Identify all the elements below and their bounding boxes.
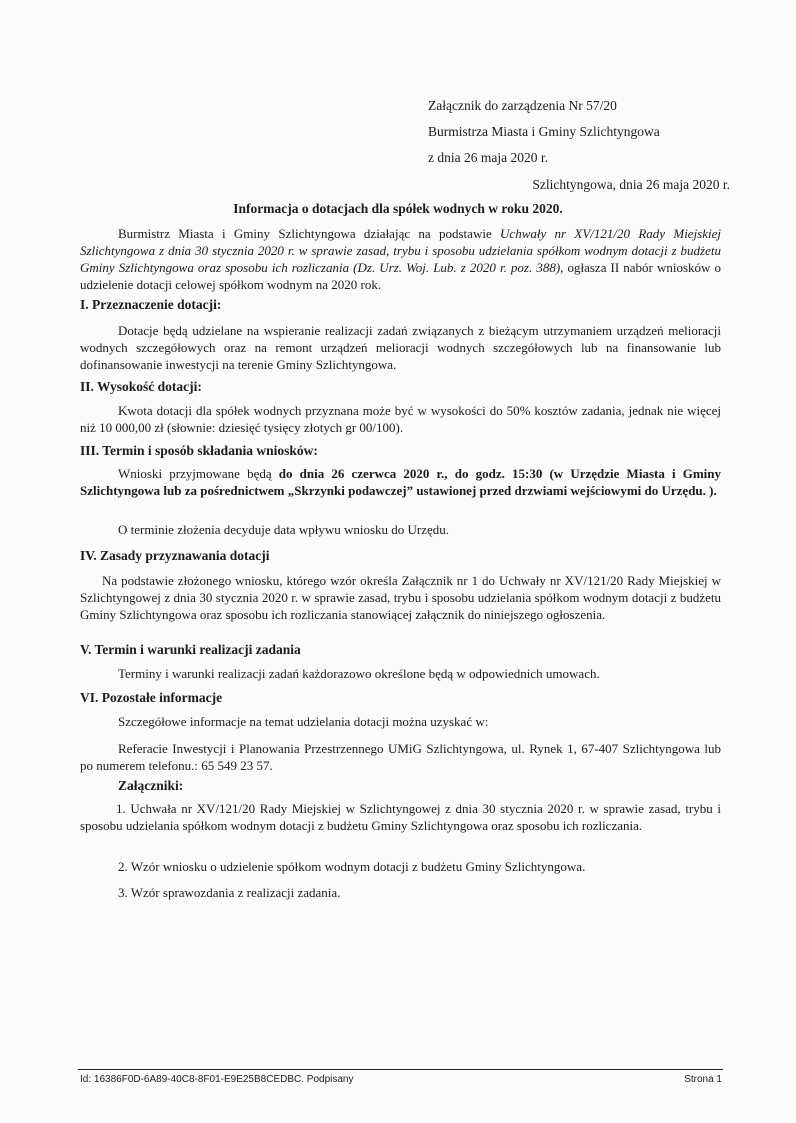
intro-text-1: Burmistrz Miasta i Gminy Szlichtyngowa działając na podstawie [118, 226, 501, 241]
intro-text-2: ogłasza II nabór wniosków o udzielenie dotacji celowej spółkom wodnym na 2020 rok. [80, 260, 721, 292]
attachment-header [428, 93, 660, 171]
section-1-heading: I. Przeznaczenie dotacji: [80, 297, 222, 312]
section-4-heading: IV. Zasady przyznawania dotacji [80, 548, 270, 563]
intro-legal-basis: Uchwały nr XV/121/20 Rady Miejskiej Szlichtyngowa z dnia 30 stycznia 2020 r. w sprawie zasad, trybu i sposobu udzielania spółkom wodnym dotacji z budżetu Gminy Szlichtyngowa oraz sposobu ich rozliczania (Dz. Urz. Woj. Lub. z 2020 r. poz. 388), [80, 226, 722, 275]
section-3-text [80, 465, 721, 499]
section-5-text: Terminy i warunki realizacji zadań każdorazowo określone będą w odpowiednich umowach. [118, 666, 600, 681]
section-3-text-plain: Wnioski przyjmowane będą [118, 466, 279, 481]
header-line-2: Burmistrza Miasta i Gminy Szlichtyngowa [428, 124, 660, 139]
attachment-item: 3. Wzór sprawozdania z realizacji zadania. [118, 885, 341, 900]
section-2-heading: II. Wysokość dotacji: [80, 379, 202, 394]
section-6-text: Szczegółowe informacje na temat udzielania dotacji można uzyskać w: [118, 714, 489, 729]
footer-document-id: Id: 16386F0D-6A89-40C8-8F01-E9E25B8CEDBC. Podpisany [80, 1074, 354, 1085]
attachment-item: 1. Uchwała nr XV/121/20 Rady Miejskiej w Szlichtyngowej z dnia 30 stycznia 2020 r. w sprawie zasad, trybu i sposobu udzielania spółkom wodnym dotacji z budżetu Gminy Szlichtyngowa oraz sposobu ich rozliczania. [80, 801, 721, 833]
section-3-deadline: do dnia 26 czerwca 2020 r., do godz. 15:30 (w Urzędzie Miasta i Gminy Szlichtyngowa lub za pośrednictwem „Skrzynki podawczej” ustawionej przed drzwiami wejściowymi do Urzędu. ). [80, 466, 722, 498]
intro-paragraph [80, 225, 721, 293]
section-6-text-2: Referacie Inwestycji i Planowania Przestrzennego UMiG Szlichtyngowa, ul. Rynek 1, 67-407 Szlichtyngowa lub po numerem telefonu.: 65 549 23 57. [80, 741, 721, 773]
section-2-text: Kwota dotacji dla spółek wodnych przyznana może być w wysokości do 50% kosztów zadania, jednak nie więcej niż 10 000,00 zł (słownie: dziesięć tysięcy złotych gr 00/100). [80, 403, 721, 435]
footer-divider [78, 1069, 723, 1070]
header-line-3: z dnia 26 maja 2020 r. [428, 150, 548, 165]
footer-page-number: Strona 1 [684, 1074, 722, 1085]
section-3-heading: III. Termin i sposób składania wniosków: [80, 443, 318, 458]
attachment-item: 2. Wzór wniosku o udzielenie spółkom wodnym dotacji z budżetu Gminy Szlichtyngowa. [118, 859, 586, 874]
section-1-text: Dotacje będą udzielane na wspieranie realizacji zadań związanych z bieżącym utrzymaniem urządzeń melioracji wodnych szczegółowych oraz na remont urządzeń melioracji wodnych szczegółowych lub na finansowanie lub dofinansowanie inwestycji na terenie Gminy Szlichtyngowa. [80, 323, 721, 372]
section-5-heading: V. Termin i warunki realizacji zadania [80, 642, 301, 657]
attachments-heading: Załączniki: [118, 778, 184, 793]
document-title: Informacja o dotacjach dla spółek wodnych w roku 2020. [233, 201, 563, 216]
section-6-heading: VI. Pozostałe informacje [80, 690, 223, 705]
section-4-text: Na podstawie złożonego wniosku, którego wzór określa Załącznik nr 1 do Uchwały nr XV/121/20 Rady Miejskiej w Szlichtyngowej z dnia 30 stycznia 2020 r. w sprawie zasad, trybu i sposobu udzielania spółkom wodnym dotacji z budżetu Gminy Szlichtyngowa oraz sposobu ich rozliczania stanowiącej załącznik do niniejszego ogłoszenia. [80, 573, 721, 622]
header-line-1: Załącznik do zarządzenia Nr 57/20 [428, 98, 617, 113]
place-date: Szlichtyngowa, dnia 26 maja 2020 r. [532, 177, 730, 192]
section-3-text-2: O terminie złożenia decyduje data wpływu wniosku do Urzędu. [118, 522, 450, 537]
